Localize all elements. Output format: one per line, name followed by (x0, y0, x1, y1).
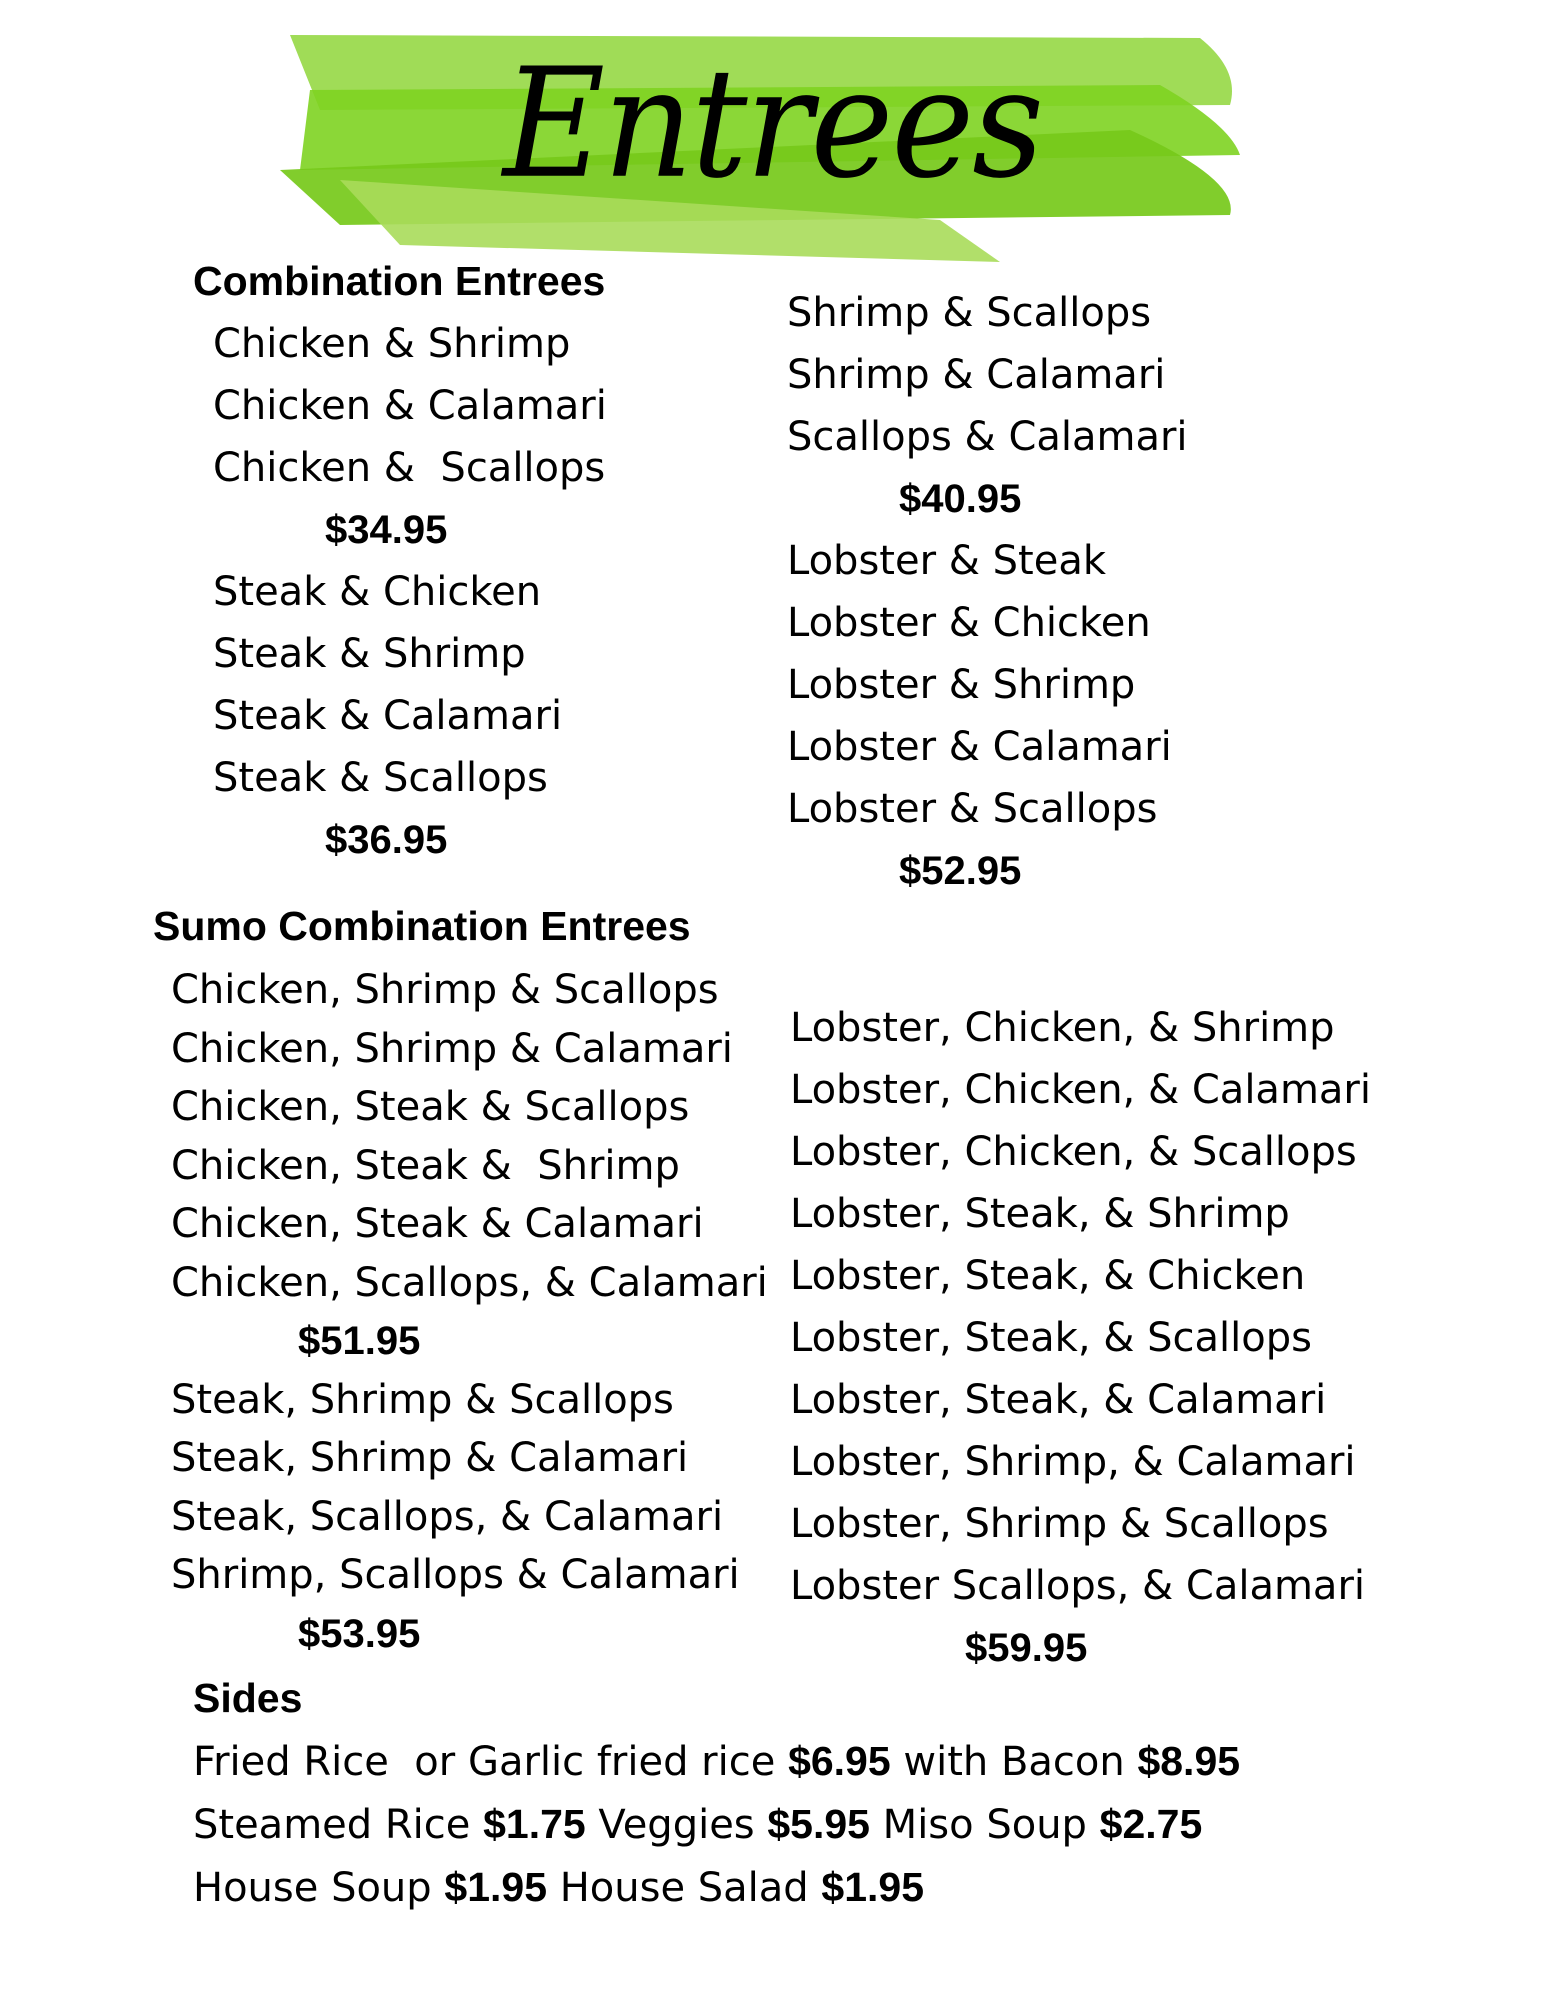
menu-item: Steak & Scallops (213, 755, 548, 801)
menu-item: Lobster Scallops, & Calamari (790, 1563, 1365, 1609)
side-price: $2.75 (1099, 1801, 1203, 1847)
combination-left-column (213, 313, 607, 871)
menu-item: Chicken, Scallops, & Calamari (171, 1259, 768, 1306)
menu-item: Steak & Shrimp (213, 631, 526, 677)
menu-item: Lobster & Shrimp (787, 662, 1136, 708)
price: $51.95 (298, 1319, 421, 1363)
sumo-right-column (790, 997, 1371, 1679)
menu-item: Shrimp, Scallops & Calamari (171, 1552, 740, 1598)
menu-item: Lobster & Chicken (787, 600, 1151, 646)
sides-line (193, 1730, 1240, 1793)
sides-list (193, 1730, 1240, 1919)
sumo-left-column (171, 961, 768, 1663)
menu-item: Chicken & Shrimp (213, 321, 571, 367)
menu-item: Chicken, Steak & Shrimp (171, 1142, 680, 1189)
menu-item: Steak, Shrimp & Scallops (171, 1376, 674, 1423)
menu-item: Lobster, Shrimp & Scallops (790, 1501, 1329, 1547)
sides-heading: Sides (193, 1675, 303, 1721)
menu-item: Steak & Chicken (213, 569, 542, 615)
menu-item: Steak, Scallops, & Calamari (171, 1493, 724, 1540)
price: $34.95 (325, 508, 448, 552)
combination-right-column (787, 282, 1188, 902)
price: $59.95 (965, 1626, 1088, 1670)
menu-item: Lobster & Scallops (787, 786, 1158, 832)
menu-item: Lobster, Chicken, & Shrimp (790, 1005, 1335, 1051)
side-price: $1.75 (483, 1801, 586, 1847)
menu-item: Chicken & Calamari (213, 383, 607, 429)
side-item-text: Miso Soup (869, 1802, 1100, 1848)
side-item-text: Veggies (585, 1802, 768, 1848)
side-item-text: House Soup (193, 1865, 445, 1911)
price: $52.95 (899, 849, 1022, 893)
menu-item: Lobster, Chicken, & Calamari (790, 1067, 1371, 1113)
menu-item: Lobster, Steak, & Chicken (790, 1253, 1306, 1299)
menu-item: Lobster, Shrimp, & Calamari (790, 1439, 1356, 1485)
menu-item: Chicken & Scallops (213, 445, 606, 491)
price: $40.95 (899, 477, 1022, 521)
side-price: $1.95 (444, 1864, 547, 1910)
side-item-text: Steamed Rice (193, 1802, 484, 1848)
menu-item: Scallops & Calamari (787, 414, 1188, 460)
side-item-text: House Salad (547, 1865, 822, 1911)
menu-item: Chicken, Steak & Calamari (171, 1201, 704, 1247)
menu-item: Shrimp & Calamari (787, 352, 1166, 398)
sides-line (193, 1856, 1240, 1919)
menu-item: Lobster, Steak, & Calamari (790, 1377, 1327, 1423)
side-price: $6.95 (788, 1738, 891, 1784)
side-price: $1.95 (821, 1864, 925, 1910)
menu-item: Steak, Shrimp & Calamari (171, 1435, 689, 1481)
menu-item: Shrimp & Scallops (787, 290, 1152, 336)
menu-item: Lobster & Steak (787, 538, 1107, 584)
side-item-text: Fried Rice or Garlic fried rice (193, 1739, 789, 1785)
menu-item: Lobster, Steak, & Scallops (790, 1315, 1312, 1361)
side-item-text: with Bacon (890, 1739, 1138, 1785)
price: $36.95 (325, 818, 448, 862)
menu-item: Chicken, Shrimp & Calamari (171, 1025, 733, 1072)
price: $53.95 (298, 1611, 421, 1656)
menu-item: Steak & Calamari (213, 693, 563, 739)
side-price: $8.95 (1137, 1738, 1241, 1784)
menu-item: Lobster, Chicken, & Scallops (790, 1129, 1357, 1175)
menu-item: Chicken, Shrimp & Scallops (171, 967, 719, 1013)
sides-line (193, 1793, 1240, 1856)
menu-item: Chicken, Steak & Scallops (171, 1084, 690, 1130)
menu-item: Lobster & Calamari (787, 724, 1172, 770)
sumo-heading: Sumo Combination Entrees (153, 903, 691, 949)
side-price: $5.95 (767, 1801, 870, 1847)
page-title: Entrees (502, 36, 1043, 213)
combination-heading: Combination Entrees (193, 258, 606, 304)
menu-item: Lobster, Steak, & Shrimp (790, 1191, 1290, 1237)
